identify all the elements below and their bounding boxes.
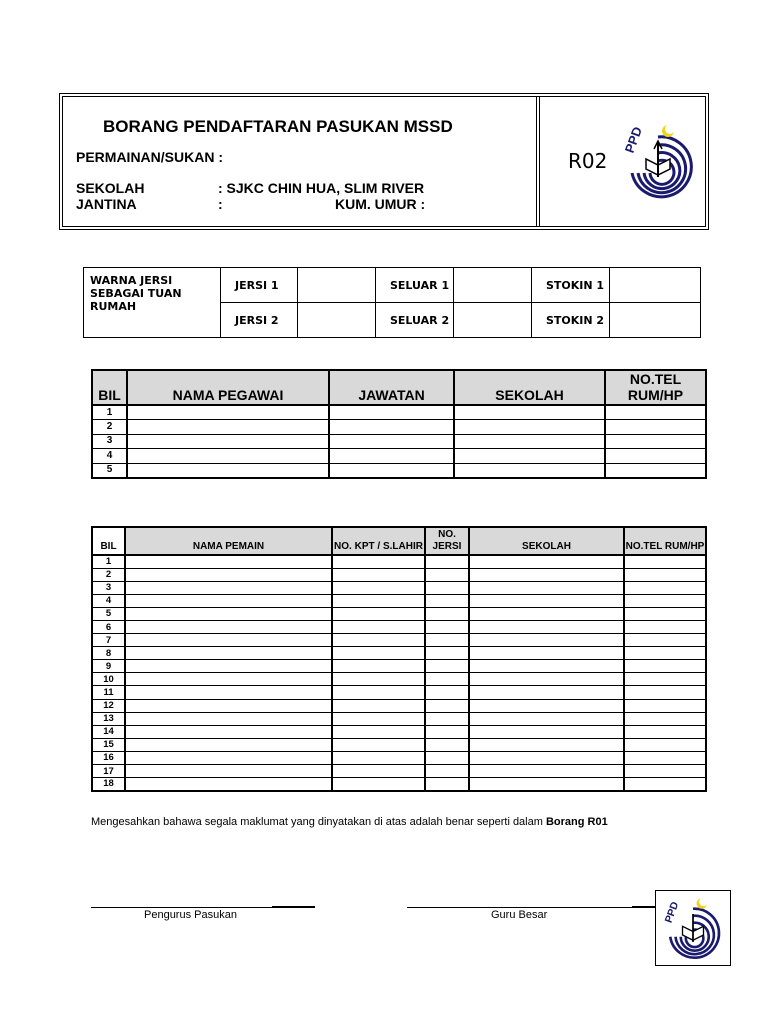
table-row: [92, 420, 706, 435]
no-jersi-cell[interactable]: [425, 725, 469, 738]
sekolah-cell[interactable]: [469, 673, 624, 686]
sekolah-cell[interactable]: [454, 420, 605, 435]
no-tel-cell[interactable]: [624, 660, 706, 673]
nama-pemain-cell[interactable]: [125, 673, 332, 686]
nama-pegawai-cell[interactable]: [127, 434, 329, 449]
no-jersi-cell[interactable]: [425, 673, 469, 686]
sekolah-cell[interactable]: [469, 594, 624, 607]
nama-pegawai-cell[interactable]: [127, 463, 329, 478]
header-info: [63, 97, 537, 226]
no-jersi-cell[interactable]: [425, 647, 469, 660]
no-jersi-cell[interactable]: [425, 765, 469, 778]
no-kpt-cell[interactable]: [332, 594, 425, 607]
no-kpt-cell[interactable]: [332, 555, 425, 568]
no-jersi-cell[interactable]: [425, 738, 469, 751]
ppd-logo-small: [655, 890, 731, 966]
nama-pemain-cell[interactable]: [125, 778, 332, 791]
row-number: 5: [92, 463, 127, 478]
no-tel-cell[interactable]: [624, 607, 706, 620]
table-row: [92, 738, 706, 751]
no-kpt-cell[interactable]: [332, 660, 425, 673]
nama-pemain-cell[interactable]: [125, 568, 332, 581]
row-number: 9: [92, 660, 125, 673]
form-title: BORANG PENDAFTARAN PASUKAN MSSD: [103, 117, 453, 136]
jawatan-cell[interactable]: [329, 449, 454, 464]
no-kpt-cell[interactable]: [332, 673, 425, 686]
col-header-bil: BIL: [92, 527, 125, 555]
row-number: 17: [92, 765, 125, 778]
jersi1-label: JERSI 1: [221, 268, 298, 303]
row-number: 14: [92, 725, 125, 738]
jawatan-cell[interactable]: [329, 463, 454, 478]
no-jersi-cell[interactable]: [425, 634, 469, 647]
no-tel-cell[interactable]: [624, 686, 706, 699]
no-kpt-cell[interactable]: [332, 725, 425, 738]
ppd-logo-icon: [658, 893, 728, 963]
row-number: 5: [92, 607, 125, 620]
no-kpt-cell[interactable]: [332, 568, 425, 581]
no-tel-cell[interactable]: [624, 765, 706, 778]
sekolah-cell[interactable]: [454, 449, 605, 464]
jantina-colon: :: [218, 196, 223, 212]
pengurus-label: Pengurus Pasukan: [144, 909, 237, 921]
no-tel-cell[interactable]: [605, 434, 706, 449]
sekolah-cell[interactable]: [469, 686, 624, 699]
no-tel-cell[interactable]: [624, 699, 706, 712]
col-header-nama-pemain: NAMA PEMAIN: [125, 527, 332, 555]
confirmation-form-ref: Borang R01: [545, 816, 608, 828]
no-tel-cell[interactable]: [624, 712, 706, 725]
row-number: 13: [92, 712, 125, 725]
sekolah-cell[interactable]: [454, 463, 605, 478]
row-number: 12: [92, 699, 125, 712]
no-tel-cell[interactable]: [624, 581, 706, 594]
nama-pemain-cell[interactable]: [125, 594, 332, 607]
guru-besar-label: Guru Besar: [491, 909, 548, 921]
no-jersi-cell[interactable]: [425, 620, 469, 633]
no-jersi-cell[interactable]: [425, 660, 469, 673]
no-jersi-cell[interactable]: [425, 712, 469, 725]
nama-pemain-cell[interactable]: [125, 751, 332, 764]
nama-pemain-cell[interactable]: [125, 738, 332, 751]
confirmation-text: Mengesahkan bahawa segala maklumat yang dinyatakan di atas adalah benar seperti dalam: [91, 816, 546, 828]
no-jersi-cell[interactable]: [425, 686, 469, 699]
form-code: R02: [568, 149, 608, 173]
no-tel-cell[interactable]: [605, 405, 706, 420]
no-tel-cell[interactable]: [624, 647, 706, 660]
no-kpt-cell[interactable]: [332, 647, 425, 660]
jantina-label: JANTINA: [76, 196, 137, 212]
no-jersi-cell[interactable]: [425, 751, 469, 764]
col-header-no-kpt: NO. KPT / S.LAHIR: [332, 527, 425, 555]
sekolah-cell[interactable]: [469, 712, 624, 725]
seluar1-label: SELUAR 1: [376, 268, 454, 303]
table-row: [92, 712, 706, 725]
no-tel-cell[interactable]: [624, 673, 706, 686]
jersi2-value[interactable]: [298, 303, 376, 338]
nama-pemain-cell[interactable]: [125, 620, 332, 633]
table-row: [92, 634, 706, 647]
pemain-table: [91, 526, 707, 792]
stokin2-label: STOKIN 2: [532, 303, 610, 338]
row-number: 4: [92, 449, 127, 464]
sekolah-cell[interactable]: [454, 405, 605, 420]
svg-text:PPD: PPD: [621, 124, 645, 155]
sekolah-cell[interactable]: [469, 555, 624, 568]
table-row: [92, 647, 706, 660]
jersi-table: [83, 267, 701, 338]
no-kpt-cell[interactable]: [332, 738, 425, 751]
table-row: [92, 607, 706, 620]
no-kpt-cell[interactable]: [332, 581, 425, 594]
row-number: 15: [92, 738, 125, 751]
row-number: 10: [92, 673, 125, 686]
sekolah-cell[interactable]: [469, 647, 624, 660]
jawatan-cell[interactable]: [329, 434, 454, 449]
guru-besar-signature-accent: [632, 906, 655, 908]
table-row: [92, 581, 706, 594]
no-kpt-cell[interactable]: [332, 634, 425, 647]
nama-pegawai-cell[interactable]: [127, 405, 329, 420]
table-row: [92, 594, 706, 607]
row-number: 7: [92, 634, 125, 647]
no-kpt-cell[interactable]: [332, 699, 425, 712]
col-header-no-jersi: NO. JERSI: [425, 527, 469, 555]
sekolah-cell[interactable]: [469, 634, 624, 647]
sekolah-cell[interactable]: [469, 660, 624, 673]
nama-pemain-cell[interactable]: [125, 725, 332, 738]
row-number: 3: [92, 581, 125, 594]
no-jersi-cell[interactable]: [425, 699, 469, 712]
col-header-no-tel: NO.TEL RUM/HP: [624, 527, 706, 555]
no-jersi-cell[interactable]: [425, 594, 469, 607]
table-row: [92, 751, 706, 764]
no-tel-cell[interactable]: [624, 620, 706, 633]
no-tel-cell[interactable]: [624, 738, 706, 751]
col-header-bil: BIL: [92, 370, 127, 405]
no-tel-cell[interactable]: [624, 568, 706, 581]
nama-pemain-cell[interactable]: [125, 607, 332, 620]
stokin1-label: STOKIN 1: [532, 268, 610, 303]
table-row: [92, 463, 706, 478]
no-tel-cell[interactable]: [624, 634, 706, 647]
sekolah-value: : SJKC CHIN HUA, SLIM RIVER: [218, 180, 425, 196]
nama-pegawai-cell[interactable]: [127, 449, 329, 464]
sekolah-cell[interactable]: [469, 568, 624, 581]
no-tel-cell[interactable]: [624, 555, 706, 568]
sekolah-cell[interactable]: [469, 738, 624, 751]
no-kpt-cell[interactable]: [332, 620, 425, 633]
table-row: [92, 449, 706, 464]
table-row: [92, 660, 706, 673]
pengurus-signature-accent: [272, 906, 315, 908]
seluar2-value[interactable]: [454, 303, 532, 338]
nama-pemain-cell[interactable]: [125, 647, 332, 660]
no-tel-cell[interactable]: [605, 420, 706, 435]
sekolah-cell[interactable]: [469, 620, 624, 633]
jersi1-value[interactable]: [298, 268, 376, 303]
seluar1-value[interactable]: [454, 268, 532, 303]
no-tel-cell[interactable]: [624, 751, 706, 764]
stokin2-value[interactable]: [610, 303, 701, 338]
guru-besar-signature-line[interactable]: [407, 907, 655, 908]
table-row: [92, 568, 706, 581]
sekolah-cell[interactable]: [469, 751, 624, 764]
nama-pemain-cell[interactable]: [125, 581, 332, 594]
no-kpt-cell[interactable]: [332, 751, 425, 764]
row-number: 4: [92, 594, 125, 607]
table-header-row: [92, 527, 706, 555]
header-divider: [536, 97, 540, 226]
sekolah-cell[interactable]: [469, 725, 624, 738]
no-tel-cell[interactable]: [605, 463, 706, 478]
sekolah-cell[interactable]: [469, 765, 624, 778]
col-header-nama-pegawai: NAMA PEGAWAI: [127, 370, 329, 405]
sekolah-cell[interactable]: [469, 778, 624, 791]
stokin1-value[interactable]: [610, 268, 701, 303]
col-header-sekolah: SEKOLAH: [454, 370, 605, 405]
table-row: [92, 686, 706, 699]
table-row: [92, 620, 706, 633]
no-kpt-cell[interactable]: [332, 712, 425, 725]
sekolah-cell[interactable]: [454, 434, 605, 449]
nama-pemain-cell[interactable]: [125, 712, 332, 725]
table-header-row: [92, 370, 706, 405]
permainan-label: PERMAINAN/SUKAN :: [76, 149, 223, 165]
no-jersi-cell[interactable]: [425, 568, 469, 581]
table-row: [92, 765, 706, 778]
no-kpt-cell[interactable]: [332, 686, 425, 699]
table-row: [92, 725, 706, 738]
row-number: 18: [92, 778, 125, 791]
nama-pemain-cell[interactable]: [125, 699, 332, 712]
row-number: 6: [92, 620, 125, 633]
row-number: 2: [92, 420, 127, 435]
col-header-no-tel: NO.TEL RUM/HP: [605, 370, 706, 405]
sekolah-label: SEKOLAH: [76, 180, 145, 196]
row-number: 8: [92, 647, 125, 660]
nama-pemain-cell[interactable]: [125, 634, 332, 647]
table-row: [92, 778, 706, 791]
form-header: [59, 93, 709, 230]
nama-pemain-cell[interactable]: [125, 555, 332, 568]
no-jersi-cell[interactable]: [425, 555, 469, 568]
table-row: [92, 699, 706, 712]
no-jersi-cell[interactable]: [425, 581, 469, 594]
col-header-jawatan: JAWATAN: [329, 370, 454, 405]
row-number: 1: [92, 555, 125, 568]
no-kpt-cell[interactable]: [332, 607, 425, 620]
no-jersi-cell[interactable]: [425, 607, 469, 620]
no-tel-cell[interactable]: [605, 449, 706, 464]
row-number: 2: [92, 568, 125, 581]
table-row: [84, 268, 701, 303]
no-tel-cell[interactable]: [624, 594, 706, 607]
table-row: [92, 673, 706, 686]
nama-pemain-cell[interactable]: [125, 686, 332, 699]
sekolah-cell[interactable]: [469, 581, 624, 594]
pegawai-table: [91, 369, 707, 479]
kum-umur-label: KUM. UMUR :: [335, 196, 426, 212]
no-kpt-cell[interactable]: [332, 765, 425, 778]
ppd-logo-icon: [618, 115, 698, 205]
no-jersi-cell[interactable]: [425, 778, 469, 791]
warna-jersi-label: WARNA JERSI SEBAGAI TUAN RUMAH: [84, 268, 221, 338]
row-number: 11: [92, 686, 125, 699]
row-number: 16: [92, 751, 125, 764]
jersi2-label: JERSI 2: [221, 303, 298, 338]
row-number: 3: [92, 434, 127, 449]
jawatan-cell[interactable]: [329, 405, 454, 420]
row-number: 1: [92, 405, 127, 420]
nama-pemain-cell[interactable]: [125, 765, 332, 778]
table-row: [92, 434, 706, 449]
nama-pegawai-cell[interactable]: [127, 420, 329, 435]
table-row: [92, 405, 706, 420]
sekolah-cell[interactable]: [469, 699, 624, 712]
col-header-sekolah: SEKOLAH: [469, 527, 624, 555]
no-kpt-cell[interactable]: [332, 778, 425, 791]
no-tel-cell[interactable]: [624, 778, 706, 791]
seluar2-label: SELUAR 2: [376, 303, 454, 338]
svg-text:PPD: PPD: [662, 900, 682, 925]
no-tel-cell[interactable]: [624, 725, 706, 738]
sekolah-cell[interactable]: [469, 607, 624, 620]
table-row: [92, 555, 706, 568]
confirmation-statement: [91, 816, 608, 828]
jawatan-cell[interactable]: [329, 420, 454, 435]
nama-pemain-cell[interactable]: [125, 660, 332, 673]
ppd-logo: [618, 115, 698, 205]
